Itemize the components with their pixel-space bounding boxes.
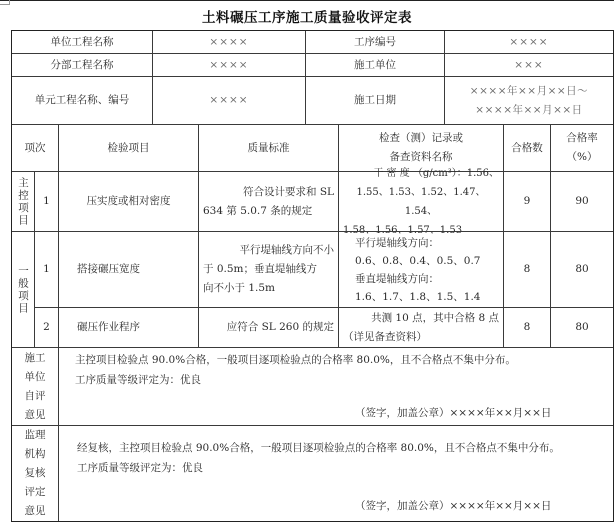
value-process-number: ×××× <box>444 30 614 54</box>
col-header-qualified-count: 合格数 <box>503 124 551 172</box>
value-unit-project-name: ×××× <box>152 30 306 54</box>
item-record <box>338 167 504 236</box>
value-construction-date <box>444 76 614 125</box>
item-standard-line2: 于 0.5m；垂直堤轴线方 <box>203 263 317 275</box>
group-general-label: 一般项目 <box>17 264 29 315</box>
label-process-number: 工序编号 <box>305 30 445 54</box>
col-header-inspection-item: 检验项目 <box>58 124 199 172</box>
label-unit-project-name: 单位工程名称 <box>11 30 153 54</box>
item-name: 搭接碾压宽度 <box>58 231 199 308</box>
label-element-project-name: 单元工程名称、编号 <box>11 76 153 125</box>
item-standard <box>198 171 339 232</box>
col-header-pass-rate-line1: 合格率 <box>566 132 598 144</box>
item-no: 1 <box>34 231 59 308</box>
date-end: ××××年××月××日 <box>475 103 583 116</box>
item-record-line4: 1.6、1.7、1.8、1.5、1.4 <box>355 290 481 303</box>
supervisor-opinion-label <box>11 425 59 522</box>
item-record-line2: 0.6、0.8、0.4、0.5、0.7 <box>355 254 481 267</box>
supervisor-opinion-label-text: 监理机构复核评定意见 <box>24 429 46 517</box>
supervisor-opinion-line2: 工序质量等级评定为：优良 <box>77 462 203 474</box>
contractor-opinion-content <box>58 347 614 426</box>
item-standard <box>198 231 339 308</box>
group-general <box>11 231 35 348</box>
item-name: 碾压作业程序 <box>58 307 199 348</box>
item-record-line2: （详见备查资料） <box>343 330 427 343</box>
col-header-pass-rate <box>550 124 614 172</box>
label-division-project-name: 分部工程名称 <box>11 53 153 77</box>
supervisor-signature: （签字，加盖公章）××××年××月××日 <box>355 500 552 512</box>
item-standard-line1: 平行堤轴线方向不小 <box>239 244 334 256</box>
contractor-opinion-line1: 主控项目检验点 90.0%合格，一般项目逐项检验点的合格率 80.0%，且不合格点不集中分布。 <box>75 354 516 366</box>
item-rate: 80 <box>550 231 614 308</box>
item-record-line2: 1.55、1.53、1.52、1.47、1.54、 <box>356 186 486 217</box>
value-element-project-name: ×××× <box>152 76 306 125</box>
item-standard-line3: 向不小于 1.5m <box>203 282 275 294</box>
label-construction-date: 施工日期 <box>305 76 445 125</box>
group-main-control-label: 主控项目 <box>17 176 29 227</box>
contractor-opinion-label-text: 施工单位自评意见 <box>24 351 46 421</box>
item-record-line3: 垂直堤轴线方向： <box>355 272 439 285</box>
col-header-pass-rate-line2: （%） <box>566 151 598 163</box>
item-qualified: 9 <box>503 171 551 232</box>
item-standard-line2: 634 第 5.0.7 条的规定 <box>203 204 313 217</box>
item-record-line1: 平行堤轴线方向： <box>355 236 439 249</box>
corner-mark <box>0 0 10 5</box>
value-division-project-name: ×××× <box>152 53 306 77</box>
item-standard: 应符合 SL 260 的规定 <box>198 307 339 348</box>
contractor-opinion-label <box>11 347 59 426</box>
group-main-control <box>11 171 35 232</box>
label-construction-unit: 施工单位 <box>305 53 445 77</box>
item-standard-line1: 符合设计要求和 SL <box>242 185 334 198</box>
item-record-line3: 1.58、1.56、1.57、1.53 <box>343 224 463 236</box>
col-header-record-line2: 备查资料名称 <box>389 151 453 163</box>
col-header-record-line1: 检查（测）记录或 <box>379 132 463 144</box>
contractor-opinion-line2: 工序质量等级评定为：优良 <box>75 374 201 386</box>
date-start: ××××年××月××日～ <box>469 84 589 97</box>
item-name: 压实度或相对密度 <box>58 171 199 232</box>
item-rate: 80 <box>550 307 614 348</box>
item-rate: 90 <box>550 171 614 232</box>
col-header-quality-standard: 质量标准 <box>198 124 339 172</box>
item-qualified: 8 <box>503 231 551 308</box>
item-no: 1 <box>34 171 59 232</box>
supervisor-opinion-content <box>58 425 614 522</box>
top-rule <box>0 0 614 1</box>
supervisor-opinion-line1: 经复核，主控项目检验点 90.0%合格，一般项目逐项检验点的合格率 80.0%，且不合格点不集中分布。 <box>77 442 560 454</box>
contractor-signature: （签字，加盖公章）××××年××月××日 <box>355 407 552 419</box>
item-no: 2 <box>34 307 59 348</box>
item-record <box>338 307 504 348</box>
item-record-line1: 共测 10 点，其中合格 8 点 <box>371 311 499 324</box>
item-record <box>338 231 504 308</box>
item-qualified: 8 <box>503 307 551 348</box>
page-title: 土料碾压工序施工质量验收评定表 <box>202 10 412 26</box>
value-construction-unit: ××× <box>444 53 614 77</box>
col-header-item-no: 项次 <box>11 124 59 172</box>
item-record-line1: 干 密 度 （g/cm³）：1.56、 <box>373 167 499 179</box>
